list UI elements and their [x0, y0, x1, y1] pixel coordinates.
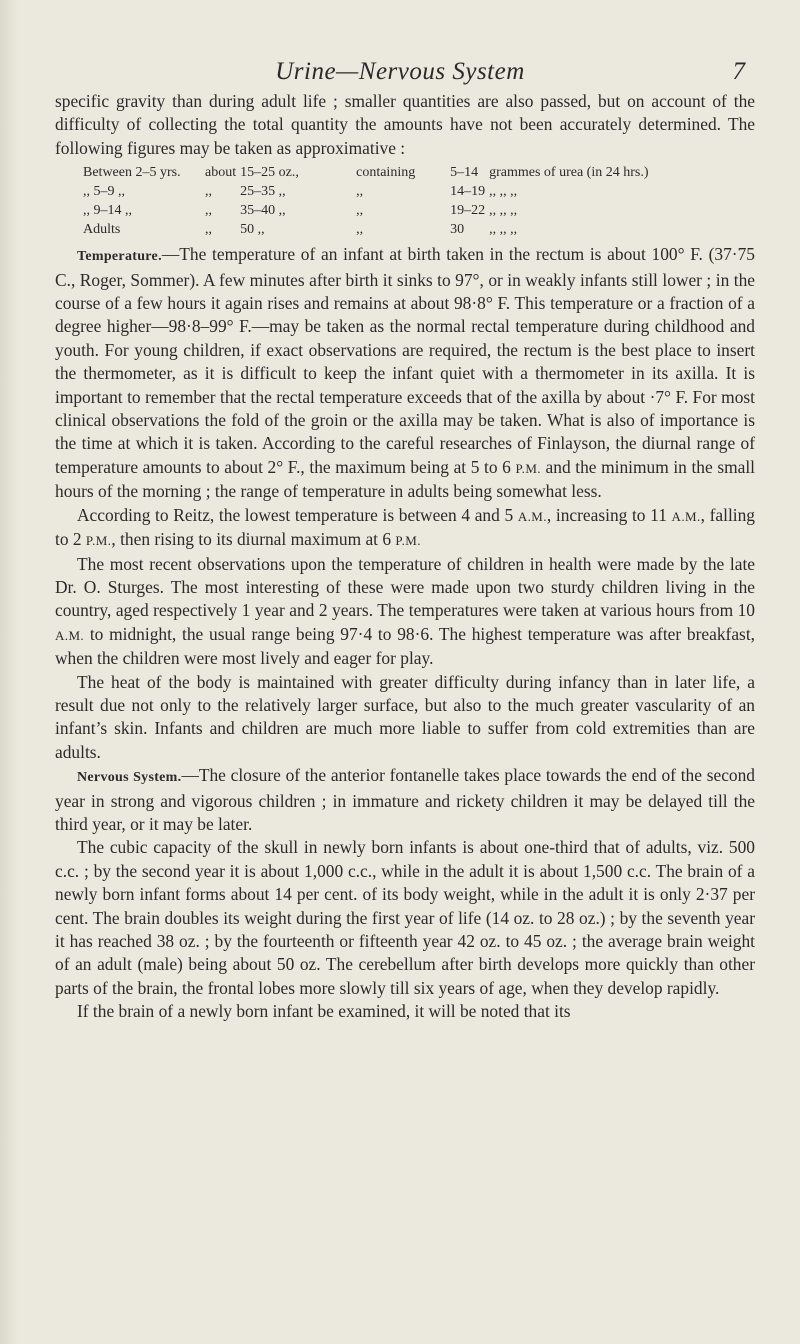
table-row: [83, 201, 653, 220]
unit-cell: ,, ,, ,,: [489, 222, 518, 238]
about-cell: ,,: [205, 222, 212, 238]
time-abbrev: A.M.: [55, 627, 85, 643]
urea-cell: 5–14: [450, 165, 479, 181]
about-cell: about: [205, 165, 237, 181]
time-abbrev: P.M.: [515, 460, 541, 476]
unit-cell: ,, ,, ,,: [489, 203, 518, 219]
weight-cell: 25–35 ,,: [240, 184, 286, 200]
containing-cell: ,,: [356, 203, 364, 219]
urea-cell: 19–22: [450, 203, 486, 219]
age-cell: Adults: [83, 222, 121, 238]
heat-paragraph: The heat of the body is maintained with greater difficulty during infancy than in later life, a result due not only to the relatively larger surface, but also to the much greater vascularity of an infant’s skin. Infants and children are much more liable to suffer from cold extremities than are adults.: [55, 671, 755, 762]
page-body: [55, 90, 755, 1024]
brain-paragraph: If the brain of a newly born infant be examined, it will be noted that its: [77, 1001, 571, 1022]
section-heading-temperature: Temperature.: [77, 249, 162, 265]
unit-cell: grammes of urea (in 24 hrs.): [489, 165, 649, 181]
paragraph-text: —The temperature of an infant at birth taken in the rectum is about 100° F. (37·75 C., Roger, Sommer). A few minutes after birth it sinks to 97°, or in weakly infants still lower ; in the course of a few hours it again rises and remains at about 98·8° F. This temperature or a fraction of a degree higher—98·8–99° F.—may be taken as the normal rectal temperature during childhood and youth. For young children, if exact observations are required, the rectum is the best place to insert the thermometer, as it is difficult to keep the infant quiet with a thermometer in its axilla. It is important to remember that the rectal temperature exceeds that of the axilla by about ·7° F. For most clinical observations the fold of the groin or the axilla may be taken. What is also of importance is the time at which it is taken. According to the careful researches of Finlayson, the diurnal range of temperature amounts to about 2° F., the maximum being at 5 to 6: [55, 244, 755, 477]
time-abbrev: P.M.: [395, 533, 421, 549]
time-abbrev: A.M.: [517, 508, 547, 524]
paragraph-text: , falling to 2: [55, 504, 755, 550]
paragraph-text: —The closure of the anterior fontanelle takes place towards the end of the second year in strong and vigorous children ; in immature and rickety children it may be delayed till the third year, or it may be later.: [55, 765, 756, 834]
about-cell: ,,: [205, 203, 212, 219]
unit-cell: ,, ,, ,,: [489, 184, 518, 200]
weight-cell: 35–40 ,,: [240, 203, 286, 219]
sturges-paragraph: [55, 553, 755, 671]
paragraph-text: According to Reitz, the lowest temperature is between 4 and 5: [77, 504, 518, 525]
age-cell: Between 2–5 yrs.: [83, 165, 181, 181]
time-abbrev: P.M.: [85, 533, 112, 549]
time-abbrev: A.M.: [671, 508, 701, 524]
table-row: [83, 220, 653, 239]
paragraph-text: , then rising to its diurnal maximum at 6: [111, 529, 396, 550]
age-cell: ,, 9–14 ,,: [83, 203, 132, 219]
nervous-paragraph: [55, 764, 755, 836]
urea-table: [83, 163, 653, 239]
containing-cell: ,,: [356, 222, 364, 238]
weight-cell: 15–25 oz.,: [240, 165, 299, 181]
temperature-paragraph: [55, 243, 755, 503]
paragraph-text: to midnight, the usual range being 97·4 to 98·6. The highest temperature was after breakfast, when the children were most lively and eager for play.: [55, 623, 755, 669]
table-row: [83, 163, 653, 182]
urea-cell: 14–19: [450, 184, 486, 200]
running-title: Urine—Nervous System: [275, 58, 525, 85]
intro-paragraph: specific gravity than during adult life ; smaller quantities are also passed, but on account of the difficulty of collecting the total quantity the amounts have not been accurately determined. The following figures may be taken as approximative :: [55, 91, 755, 158]
reitz-paragraph: [55, 504, 755, 553]
skull-paragraph: The cubic capacity of the skull in newly born infants is about one-third that of adults, viz. 500 c.c. ; by the second year it is about 1,000 c.c., while in the adult it is about 1,500 c.c. The brain of a newly born infant forms about 14 per cent. of its body weight, while in the adult it is only 2·37 per cent. The brain doubles its weight during the first year of life (14 oz. to 28 oz.) ; by the seventh year it has reached 38 oz. ; by the fourteenth or fifteenth year 42 oz. to 45 oz. ; the average brain weight of an adult (male) being about 50 oz. The cerebellum after birth develops more quickly than other parts of the brain, the frontal lobes more slowly till six years of age, when they develop rapidly.: [55, 837, 755, 998]
paragraph-text: The most recent observations upon the temperature of children in health were made by the late Dr. O. Sturges. The most interesting of these were made upon two sturdy children living in the country, aged respectively 1 year and 2 years. The temperatures were taken at various hours from 10: [55, 553, 755, 621]
containing-cell: containing: [356, 165, 416, 181]
paragraph-text: , increasing to 11: [546, 504, 672, 525]
containing-cell: ,,: [356, 184, 364, 200]
table-row: [83, 182, 653, 201]
weight-cell: 50 ,,: [240, 222, 265, 238]
section-heading-nervous: Nervous System.: [77, 770, 182, 786]
age-cell: ,, 5–9 ,,: [83, 184, 125, 200]
about-cell: ,,: [205, 184, 212, 200]
paragraph-text: and the minimum in the small hours of the morning ; the range of temperature in adults being somewhat less.: [55, 456, 755, 502]
page-number: 7: [732, 58, 745, 85]
urea-cell: 30: [450, 222, 465, 238]
